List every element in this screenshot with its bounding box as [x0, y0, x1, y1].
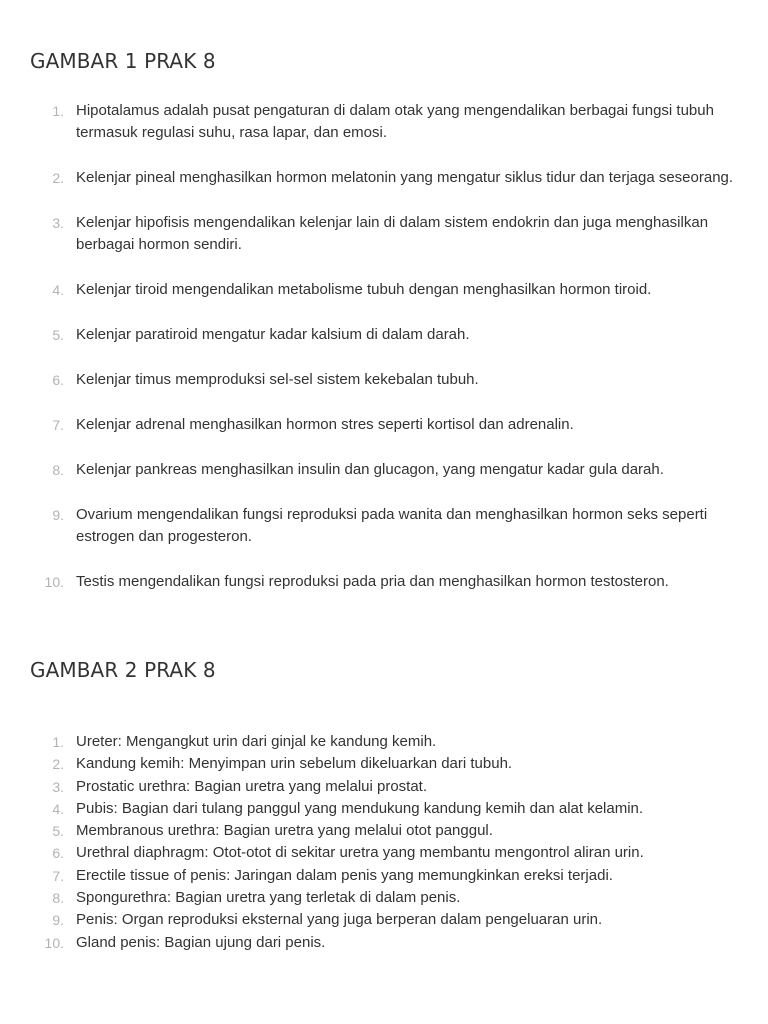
list-number: 3.	[52, 778, 64, 795]
list-number: 10.	[44, 934, 64, 951]
section-2-list	[30, 731, 738, 954]
list-item-text: Testis mengendalikan fungsi reproduksi pada pria dan menghasilkan hormon testosteron.	[76, 573, 669, 590]
list-number: 9.	[52, 507, 64, 523]
list-number: 8.	[52, 890, 64, 907]
list-item	[30, 932, 738, 954]
list-item	[30, 414, 738, 436]
list-item-text: Kelenjar pineal menghasilkan hormon melatonin yang mengatur siklus tidur dan terjaga seseorang.	[76, 169, 734, 186]
list-item-text: Pubis: Bagian dari tulang panggul yang mendukung kandung kemih dan alat kelamin.	[76, 799, 644, 817]
list-item	[30, 459, 738, 481]
list-number: 2.	[52, 170, 64, 186]
list-number: 6.	[52, 372, 64, 388]
list-number: 7.	[52, 417, 64, 433]
list-item	[30, 324, 738, 346]
list-number: 7.	[52, 867, 64, 884]
list-number: 3.	[52, 215, 64, 231]
list-item-text: Membranous urethra: Bagian uretra yang melalui otot panggul.	[76, 822, 493, 840]
list-item-text: Kelenjar hipofisis mengendalikan kelenjar lain di dalam sistem endokrin dan juga menghasilkan berbagai hormon sendiri.	[76, 214, 709, 253]
list-item	[30, 731, 738, 753]
list-item	[30, 820, 738, 842]
list-item-text: Gland penis: Bagian ujung dari penis.	[76, 933, 326, 951]
list-item	[30, 776, 738, 798]
list-item-text: Prostatic urethra: Bagian uretra yang melalui prostat.	[76, 777, 428, 795]
list-number: 1.	[52, 734, 64, 750]
list-item-text: Spongurethra: Bagian uretra yang terletak di dalam penis.	[76, 889, 461, 907]
list-number: 5.	[52, 823, 64, 840]
list-item-text: Kelenjar pankreas menghasilkan insulin dan glucagon, yang mengatur kadar gula darah.	[76, 461, 664, 478]
list-item	[30, 571, 738, 593]
list-item	[30, 279, 738, 301]
list-number: 9.	[52, 912, 64, 929]
section-1-heading: GAMBAR 1 PRAK 8	[30, 49, 216, 73]
list-item-text: Kelenjar tiroid mengendalikan metabolisme tubuh dengan menghasilkan hormon tiroid.	[76, 281, 652, 298]
list-item	[30, 100, 738, 144]
list-item-text: Kelenjar adrenal menghasilkan hormon stres seperti kortisol dan adrenalin.	[76, 416, 574, 433]
list-item-text: Urethral diaphragm: Otot-otot di sekitar uretra yang membantu mengontrol aliran urin.	[76, 844, 644, 862]
list-item-text: Kelenjar paratiroid mengatur kadar kalsium di dalam darah.	[76, 326, 470, 343]
list-item-text: Ureter: Mengangkut urin dari ginjal ke kandung kemih.	[76, 733, 437, 750]
list-number: 1.	[52, 103, 64, 119]
list-item-text: Kandung kemih: Menyimpan urin sebelum dikeluarkan dari tubuh.	[76, 755, 513, 773]
list-item	[30, 887, 738, 909]
list-item	[30, 504, 738, 548]
section-1-list	[30, 100, 738, 593]
list-item	[30, 865, 738, 887]
list-number: 4.	[52, 800, 64, 817]
list-number: 6.	[52, 845, 64, 862]
section-gambar-2	[30, 658, 738, 954]
list-item	[30, 798, 738, 820]
list-item	[30, 909, 738, 931]
list-number: 10.	[44, 574, 64, 590]
list-item	[30, 842, 738, 864]
list-number: 5.	[52, 327, 64, 343]
section-gambar-1	[30, 49, 738, 593]
list-item-text: Ovarium mengendalikan fungsi reproduksi pada wanita dan menghasilkan hormon seks seperti estrogen dan progesteron.	[76, 506, 708, 545]
list-item	[30, 369, 738, 391]
list-number: 2.	[52, 756, 64, 773]
list-item-text: Kelenjar timus memproduksi sel-sel sistem kekebalan tubuh.	[76, 371, 479, 388]
list-item-text: Hipotalamus adalah pusat pengaturan di dalam otak yang mengendalikan berbagai fungsi tubuh termasuk regulasi suhu, rasa lapar, dan emosi.	[76, 102, 714, 141]
list-item	[30, 167, 738, 189]
list-number: 4.	[52, 282, 64, 298]
list-item-text: Penis: Organ reproduksi eksternal yang juga berperan dalam pengeluaran urin.	[76, 911, 603, 929]
section-2-heading: GAMBAR 2 PRAK 8	[30, 658, 216, 682]
list-item	[30, 212, 738, 256]
list-item	[30, 753, 738, 775]
list-number: 8.	[52, 462, 64, 478]
list-item-text: Erectile tissue of penis: Jaringan dalam penis yang memungkinkan ereksi terjadi.	[76, 866, 613, 884]
